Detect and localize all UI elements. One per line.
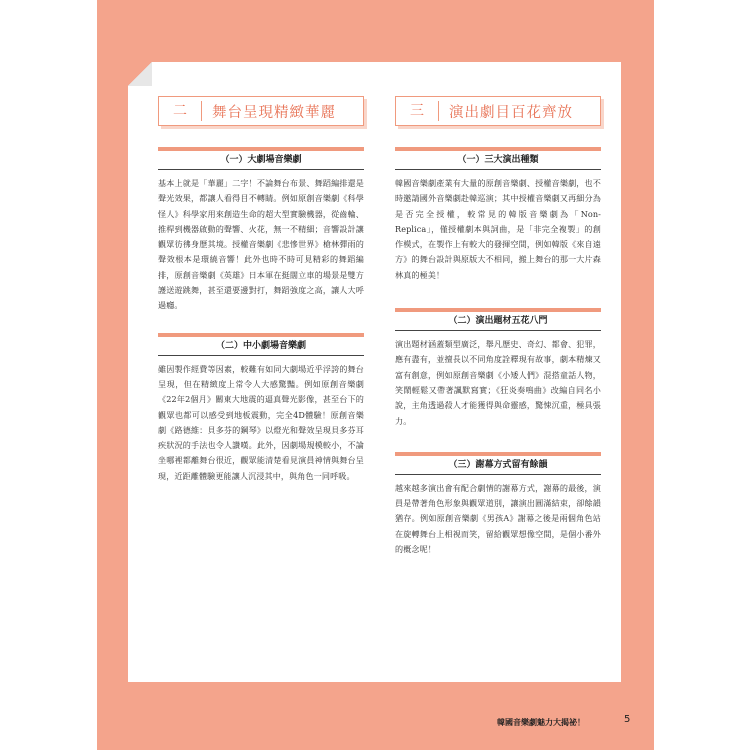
section-number: 三 bbox=[396, 101, 439, 121]
section-title: 演出劇目百花齊放 bbox=[449, 104, 573, 121]
subsection-heading: （一）三大演出種類 bbox=[395, 152, 601, 170]
page-number: 5 bbox=[624, 714, 631, 725]
page-corner-fold bbox=[128, 62, 152, 86]
right-column bbox=[395, 96, 601, 557]
left-column bbox=[158, 96, 364, 484]
subsection-body: 雖因製作經費等因素，較難有如同大劇場近乎浮誇的舞台呈現，但在精緻度上常令人大感驚豔。例如原創音樂劇《22年2個月》關東大地震的逼真聲光影像，甚至台下的觀眾也都可以感受到地板震動，完全4D體驗！原創音樂劇《路德維：貝多芬的鋼琴》以燈光和聲效呈現貝多芬耳疾狀況的手法也令人讚嘆。此外，因劇場規模較小，不論坐哪裡都離舞台很近，觀眾能清楚看見演員神情與舞台呈現，近距離體驗更能讓人沉浸其中，與角色一同呼吸。 bbox=[158, 363, 364, 481]
section-header-2 bbox=[158, 96, 364, 126]
subsection-heading: （一）大劇場音樂劇 bbox=[158, 152, 364, 170]
subsection-heading: （二）演出題材五花八門 bbox=[395, 313, 601, 331]
subsection-body: 韓國音樂劇產業有大量的原創音樂劇、授權音樂劇，也不時邀請國外音樂劇赴韓巡演；其中授權音樂劇又再細分為是否完全授權，較常見的韓版音樂劇為「Non-Replica」，僅授權劇本與詞曲，是「非完全複製」的創作模式，在製作上有較大的發揮空間，例如韓版《來自遠方》的舞台設計與原版大不相同，搬上舞台的那一大片森林真的極美！ bbox=[395, 178, 601, 280]
subsection-body: 演出題材涵蓋類型廣泛，舉凡歷史、奇幻、都會、犯罪，應有盡有，並擅長以不同角度詮釋現有故事，劇本精煉又富有創意，例如原創音樂劇《小矮人們》混搭童話人物，笑鬧輕鬆又帶著諷默寫實；《狂炎奏鳴曲》改編自同名小說，主角透過殺人才能獲得與命靈感，驚悚沉重，極具張力。 bbox=[395, 339, 601, 426]
section-header-3 bbox=[395, 96, 601, 126]
section-number: 二 bbox=[159, 101, 202, 121]
subsection-body: 越來越多演出會有配合劇情的謝幕方式，謝幕的最後，演員是帶著角色形象與觀眾道別，讓演出圓滿結束，卻餘韻猶存。例如原創音樂劇《男孩A》謝幕之後是兩個角色站在旋轉舞台上相視而笑，留給觀眾想像空間，是個小番外的概念呢！ bbox=[395, 482, 601, 555]
subsection-heading: （二）中小劇場音樂劇 bbox=[158, 338, 364, 356]
section-title: 舞台呈現精緻華麗 bbox=[212, 104, 336, 121]
subsection-body: 基本上就是「華麗」二字！不論舞台布景、舞蹈編排還是聲光效果，都讓人看得目不轉睛。例如原創音樂劇《科學怪人》科學家用來創造生命的超大型實驗機器，從齒輪、推桿到機器啟動的聲響、火花，無一不精細；音響設計讓觀眾彷彿身歷其境。授權音樂劇《悲慘世界》槍林彈雨的聲效根本是環繞音響！此外也時不時可見精彩的舞蹈編排，原創音樂劇《英雄》日本軍在挺闊立車的場景是雙方護送遊跳舞，甚至還要邊對打，舞蹈強度之高，讓人大呼過癮。 bbox=[158, 178, 364, 311]
running-footer-title: 韓國音樂劇魅力大揭祕！ bbox=[497, 718, 585, 727]
subsection-heading: （三）謝幕方式留有餘韻 bbox=[395, 457, 601, 475]
